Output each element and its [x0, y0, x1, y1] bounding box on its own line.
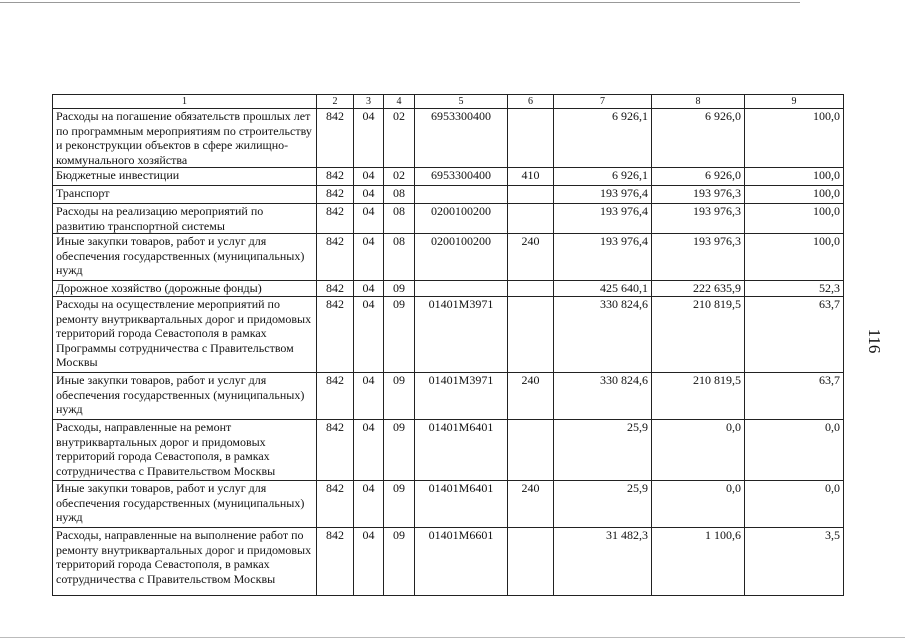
execution-percent-cell: 0,0 [745, 420, 844, 481]
expense-type-cell [508, 420, 554, 481]
row-name-cell: Дорожное хозяйство (дорожные фонды) [53, 281, 317, 297]
expense-type-cell [508, 281, 554, 297]
planned-amount-cell: 25,9 [554, 420, 652, 481]
executed-amount-cell: 193 976,3 [652, 234, 745, 281]
section-code-cell: 04 [354, 186, 384, 204]
subsection-code-cell: 09 [384, 373, 415, 420]
target-article-cell: 01401M6401 [415, 420, 508, 481]
executed-amount-cell: 210 819,5 [652, 373, 745, 420]
execution-percent-cell: 52,3 [745, 281, 844, 297]
grbs-code-cell: 842 [317, 281, 354, 297]
subsection-code-cell: 02 [384, 168, 415, 186]
grbs-code-cell: 842 [317, 204, 354, 234]
execution-percent-cell: 0,0 [745, 481, 844, 528]
column-header: 4 [384, 95, 415, 109]
section-code-cell: 04 [354, 204, 384, 234]
bottom-rule [0, 637, 905, 638]
row-name-cell: Иные закупки товаров, работ и услуг для обеспечения государственных (муниципальных) нужд [53, 234, 317, 281]
target-article-cell [415, 281, 508, 297]
table-row [53, 528, 844, 596]
section-code-cell: 04 [354, 281, 384, 297]
section-code-cell: 04 [354, 528, 384, 596]
column-header: 7 [554, 95, 652, 109]
execution-percent-cell: 100,0 [745, 186, 844, 204]
target-article-cell: 01401M3971 [415, 297, 508, 373]
executed-amount-cell: 1 100,6 [652, 528, 745, 596]
subsection-code-cell: 09 [384, 481, 415, 528]
section-code-cell: 04 [354, 373, 384, 420]
table-row [53, 186, 844, 204]
subsection-code-cell: 09 [384, 528, 415, 596]
row-name-cell: Транспорт [53, 186, 317, 204]
row-name-cell: Расходы на осуществление мероприятий по ремонту внутриквартальных дорог и придомовых территорий города Севастополя в рамках Программы сотрудничества с Правительством Москвы [53, 297, 317, 373]
execution-percent-cell: 63,7 [745, 297, 844, 373]
column-header: 9 [745, 95, 844, 109]
table-row [53, 373, 844, 420]
table-row [53, 297, 844, 373]
column-header: 2 [317, 95, 354, 109]
subsection-code-cell: 08 [384, 204, 415, 234]
grbs-code-cell: 842 [317, 168, 354, 186]
section-code-cell: 04 [354, 297, 384, 373]
target-article-cell: 01401M6401 [415, 481, 508, 528]
execution-percent-cell: 63,7 [745, 373, 844, 420]
planned-amount-cell: 330 824,6 [554, 297, 652, 373]
grbs-code-cell: 842 [317, 234, 354, 281]
execution-percent-cell: 100,0 [745, 109, 844, 168]
execution-percent-cell: 100,0 [745, 204, 844, 234]
planned-amount-cell: 330 824,6 [554, 373, 652, 420]
expense-type-cell [508, 297, 554, 373]
expense-type-cell: 240 [508, 234, 554, 281]
budget-table [52, 94, 844, 596]
target-article-cell: 0200100200 [415, 204, 508, 234]
target-article-cell: 01401M3971 [415, 373, 508, 420]
subsection-code-cell: 08 [384, 186, 415, 204]
execution-percent-cell: 100,0 [745, 168, 844, 186]
target-article-cell: 01401M6601 [415, 528, 508, 596]
column-header: 6 [508, 95, 554, 109]
subsection-code-cell: 09 [384, 297, 415, 373]
target-article-cell: 6953300400 [415, 109, 508, 168]
table-row [53, 234, 844, 281]
executed-amount-cell: 6 926,0 [652, 168, 745, 186]
grbs-code-cell: 842 [317, 528, 354, 596]
table-row [53, 168, 844, 186]
planned-amount-cell: 6 926,1 [554, 109, 652, 168]
grbs-code-cell: 842 [317, 109, 354, 168]
planned-amount-cell: 25,9 [554, 481, 652, 528]
executed-amount-cell: 193 976,3 [652, 186, 745, 204]
subsection-code-cell: 09 [384, 420, 415, 481]
column-header: 1 [53, 95, 317, 109]
planned-amount-cell: 31 482,3 [554, 528, 652, 596]
expense-type-cell [508, 528, 554, 596]
execution-percent-cell: 3,5 [745, 528, 844, 596]
row-name-cell: Расходы, направленные на ремонт внутриквартальных дорог и придомовых территорий города Севастополя, в рамках сотрудничества с Правительством Москвы [53, 420, 317, 481]
executed-amount-cell: 193 976,3 [652, 204, 745, 234]
subsection-code-cell: 08 [384, 234, 415, 281]
target-article-cell [415, 186, 508, 204]
row-name-cell: Расходы на реализацию мероприятий по развитию транспортной системы [53, 204, 317, 234]
grbs-code-cell: 842 [317, 373, 354, 420]
executed-amount-cell: 210 819,5 [652, 297, 745, 373]
expense-type-cell: 240 [508, 373, 554, 420]
expense-type-cell [508, 204, 554, 234]
expense-type-cell: 410 [508, 168, 554, 186]
execution-percent-cell: 100,0 [745, 234, 844, 281]
planned-amount-cell: 6 926,1 [554, 168, 652, 186]
executed-amount-cell: 0,0 [652, 420, 745, 481]
column-header: 5 [415, 95, 508, 109]
planned-amount-cell: 193 976,4 [554, 234, 652, 281]
executed-amount-cell: 0,0 [652, 481, 745, 528]
top-rule [0, 2, 800, 3]
column-header: 3 [354, 95, 384, 109]
planned-amount-cell: 193 976,4 [554, 204, 652, 234]
row-name-cell: Расходы, направленные на выполнение работ по ремонту внутриквартальных дорог и придомовых территорий города Севастополя, в рамках сотрудничества с Правительством Москвы [53, 528, 317, 596]
subsection-code-cell: 02 [384, 109, 415, 168]
row-name-cell: Расходы на погашение обязательств прошлых лет по программным мероприятиям по строительству и реконструкции объектов в сфере жилищно-коммунального хозяйства [53, 109, 317, 168]
section-code-cell: 04 [354, 234, 384, 281]
table-row [53, 109, 844, 168]
grbs-code-cell: 842 [317, 186, 354, 204]
table-row [53, 420, 844, 481]
target-article-cell: 0200100200 [415, 234, 508, 281]
subsection-code-cell: 09 [384, 281, 415, 297]
target-article-cell: 6953300400 [415, 168, 508, 186]
section-code-cell: 04 [354, 481, 384, 528]
expense-type-cell [508, 109, 554, 168]
row-name-cell: Иные закупки товаров, работ и услуг для обеспечения государственных (муниципальных) нужд [53, 373, 317, 420]
section-code-cell: 04 [354, 420, 384, 481]
row-name-cell: Бюджетные инвестиции [53, 168, 317, 186]
executed-amount-cell: 222 635,9 [652, 281, 745, 297]
page-number: 116 [865, 328, 884, 354]
executed-amount-cell: 6 926,0 [652, 109, 745, 168]
row-name-cell: Иные закупки товаров, работ и услуг для обеспечения государственных (муниципальных) нужд [53, 481, 317, 528]
grbs-code-cell: 842 [317, 420, 354, 481]
section-code-cell: 04 [354, 168, 384, 186]
grbs-code-cell: 842 [317, 481, 354, 528]
column-header: 8 [652, 95, 745, 109]
expense-type-cell: 240 [508, 481, 554, 528]
table-row [53, 281, 844, 297]
grbs-code-cell: 842 [317, 297, 354, 373]
expense-type-cell [508, 186, 554, 204]
planned-amount-cell: 193 976,4 [554, 186, 652, 204]
table-row [53, 481, 844, 528]
section-code-cell: 04 [354, 109, 384, 168]
table-header-row [53, 95, 844, 109]
planned-amount-cell: 425 640,1 [554, 281, 652, 297]
table-row [53, 204, 844, 234]
